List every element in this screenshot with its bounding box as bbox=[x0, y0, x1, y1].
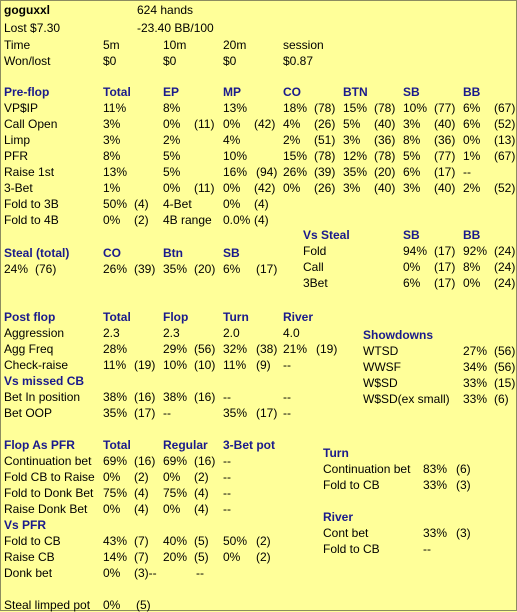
stat-count: (10) bbox=[194, 358, 216, 372]
stat-count: (2) bbox=[256, 550, 271, 564]
stat-value: 83% bbox=[423, 462, 448, 476]
stat-value: 5% bbox=[163, 149, 181, 163]
stat-count: (4) bbox=[254, 213, 269, 227]
stat-value: 6% bbox=[403, 276, 421, 290]
stat-value: 33% bbox=[463, 376, 488, 390]
stat-value: 26% bbox=[103, 262, 128, 276]
stat-value: 14% bbox=[103, 550, 128, 564]
stat-value: 43% bbox=[103, 534, 128, 548]
stat-value: -- bbox=[463, 165, 471, 179]
stat-value: 0% bbox=[163, 470, 181, 484]
stat-label: Continuation bet bbox=[323, 462, 411, 476]
stat-count: (2) bbox=[194, 470, 209, 484]
stat-value: 6% bbox=[463, 101, 481, 115]
stat-count: (5) bbox=[194, 550, 209, 564]
stat-count: (7) bbox=[134, 550, 149, 564]
stat-label: Cont bet bbox=[323, 526, 369, 540]
flopaspfr-col-total: Total bbox=[103, 438, 131, 452]
stat-value: -- bbox=[283, 358, 291, 372]
steal-col-btn: Btn bbox=[163, 246, 183, 260]
stat-value: 3% bbox=[103, 133, 121, 147]
stat-value: 0.0% bbox=[223, 213, 251, 227]
stat-count: (17) bbox=[434, 244, 456, 258]
stat-count: (15) bbox=[494, 376, 516, 390]
stat-value: 33% bbox=[463, 392, 488, 406]
stat-value: 0% bbox=[283, 181, 301, 195]
stat-label: Call bbox=[303, 260, 324, 274]
stat-value: 33% bbox=[423, 526, 448, 540]
stat-label: WWSF bbox=[363, 360, 401, 374]
stat-count: (77) bbox=[434, 149, 456, 163]
stat-value: 3% bbox=[343, 133, 361, 147]
stat-count: (38) bbox=[256, 342, 278, 356]
stat-value: 11% bbox=[103, 101, 127, 115]
stat-value: 4.0 bbox=[283, 326, 300, 340]
stat-value: 0% bbox=[163, 502, 181, 516]
stat-count: (3) bbox=[456, 478, 471, 492]
stat-value: 11% bbox=[223, 358, 247, 372]
stat-count: (19) bbox=[134, 358, 156, 372]
stat-value: 15% bbox=[283, 149, 308, 163]
stat-count: (3) bbox=[456, 526, 471, 540]
stat-label: Steal limped pot bbox=[4, 598, 91, 612]
stat-value: 35% bbox=[103, 406, 128, 420]
stat-value: 5% bbox=[163, 165, 181, 179]
stat-value: 10% bbox=[163, 358, 188, 372]
stat-count: (6) bbox=[494, 392, 509, 406]
stat-value: 8% bbox=[163, 101, 181, 115]
stat-count: (17) bbox=[434, 260, 456, 274]
stat-count: (3)-- bbox=[134, 566, 157, 580]
stat-label: 3Bet bbox=[303, 276, 328, 290]
flopaspfr-col-3bet: 3-Bet pot bbox=[223, 438, 275, 452]
stat-count: (94) bbox=[256, 165, 278, 179]
stat-label: PFR bbox=[4, 149, 28, 163]
stat-count: (20) bbox=[194, 262, 216, 276]
stat-value: -- bbox=[223, 390, 231, 404]
stat-value: 2% bbox=[463, 181, 481, 195]
stat-value: 18% bbox=[283, 101, 308, 115]
vssteal-title: Vs Steal bbox=[303, 228, 350, 242]
stat-value: 0% bbox=[163, 181, 181, 195]
stat-count: (67) bbox=[494, 149, 516, 163]
showdowns-title: Showdowns bbox=[363, 328, 433, 342]
stat-value: 0% bbox=[403, 260, 421, 274]
stat-value: -- bbox=[223, 470, 231, 484]
stat-label: Fold to 4B bbox=[4, 213, 59, 227]
stat-value: 0% bbox=[163, 117, 181, 131]
postflop-col-turn: Turn bbox=[223, 310, 249, 324]
stat-count: (4) bbox=[194, 486, 209, 500]
stat-value: 0% bbox=[103, 502, 121, 516]
stat-value: 3% bbox=[403, 117, 421, 131]
stat-value: 33% bbox=[423, 478, 448, 492]
stat-label: Fold to CB bbox=[323, 542, 380, 556]
stat-value: 21% bbox=[283, 342, 308, 356]
stat-value: 0% bbox=[223, 197, 241, 211]
stat-value: 3% bbox=[403, 181, 421, 195]
stat-value: 13% bbox=[103, 165, 128, 179]
stat-label: WTSD bbox=[363, 344, 399, 358]
stat-count: (4) bbox=[134, 502, 149, 516]
player-name: goguxxl bbox=[4, 3, 51, 17]
stat-label: Limp bbox=[4, 133, 31, 147]
vssteal-col-sb: SB bbox=[403, 228, 420, 242]
stat-value: 8% bbox=[463, 260, 481, 274]
stat-value: 69% bbox=[103, 454, 128, 468]
wonlost-label: Won/lost bbox=[4, 54, 51, 68]
stat-value: 35% bbox=[163, 262, 188, 276]
stat-value: 4% bbox=[223, 133, 241, 147]
stat-count: (11) bbox=[194, 117, 215, 131]
stat-value: -- bbox=[223, 454, 231, 468]
stat-count: (7) bbox=[134, 534, 149, 548]
stat-value: 6% bbox=[463, 117, 481, 131]
stat-count: (4) bbox=[194, 502, 209, 516]
stat-count: (52) bbox=[494, 117, 516, 131]
stat-value: 34% bbox=[463, 360, 488, 374]
stat-value: 0% bbox=[463, 133, 481, 147]
stat-value: -- bbox=[196, 566, 204, 580]
stat-count: (9) bbox=[256, 358, 271, 372]
stat-count: (78) bbox=[314, 101, 336, 115]
stat-count: (17) bbox=[434, 276, 456, 290]
stat-count: (17) bbox=[134, 406, 156, 420]
stat-value: 8% bbox=[403, 133, 421, 147]
stat-label: Fold to 3B bbox=[4, 197, 59, 211]
stat-value: 27% bbox=[463, 344, 488, 358]
stat-count: (2) bbox=[134, 470, 149, 484]
stat-value: 32% bbox=[223, 342, 248, 356]
stat-count: (19) bbox=[316, 342, 338, 356]
stat-count: (67) bbox=[494, 101, 516, 115]
preflop-col-mp: MP bbox=[223, 85, 241, 99]
stat-value: 0% bbox=[223, 550, 241, 564]
stat-count: (76) bbox=[35, 262, 57, 276]
stat-count: (16) bbox=[194, 454, 216, 468]
stat-label: Fold to CB bbox=[323, 478, 380, 492]
stat-count: (17) bbox=[256, 262, 278, 276]
stat-label: 3-Bet bbox=[4, 181, 33, 195]
stat-label: Fold to Donk Bet bbox=[4, 486, 94, 500]
stat-value: 10% bbox=[223, 149, 248, 163]
flopaspfr-col-regular: Regular bbox=[163, 438, 208, 452]
stat-count: (24) bbox=[494, 244, 516, 258]
steal-col-co: CO bbox=[103, 246, 121, 260]
stat-value: 13% bbox=[223, 101, 248, 115]
stat-value: 0% bbox=[103, 213, 121, 227]
stat-value: 0% bbox=[103, 566, 121, 580]
stat-count: (2) bbox=[134, 213, 149, 227]
stat-value: 40% bbox=[163, 534, 188, 548]
stat-count: (42) bbox=[254, 117, 276, 131]
wonlost-5m: $0 bbox=[103, 54, 117, 68]
stat-count: (78) bbox=[374, 101, 396, 115]
stat-value: 75% bbox=[163, 486, 188, 500]
flopaspfr-title: Flop As PFR bbox=[4, 438, 75, 452]
stat-value: 0% bbox=[103, 470, 121, 484]
stat-label: Fold CB to Raise bbox=[4, 470, 95, 484]
stat-count: (16) bbox=[134, 390, 156, 404]
stat-value: 12% bbox=[343, 149, 368, 163]
stat-value: 92% bbox=[463, 244, 488, 258]
col-20m: 20m bbox=[223, 38, 247, 52]
hands-count: 624 hands bbox=[137, 3, 194, 17]
preflop-col-bb: BB bbox=[463, 85, 481, 99]
stat-value: 35% bbox=[343, 165, 368, 179]
stat-count: (78) bbox=[314, 149, 336, 163]
river-title: River bbox=[323, 510, 354, 524]
stat-value: 4% bbox=[283, 117, 301, 131]
stat-label: Bet OOP bbox=[4, 406, 53, 420]
stat-value: 2.0 bbox=[223, 326, 240, 340]
stat-count: (56) bbox=[494, 360, 516, 374]
stat-value: 5% bbox=[403, 149, 421, 163]
stat-value: 2% bbox=[163, 133, 181, 147]
preflop-col-ep: EP bbox=[163, 85, 180, 99]
stat-value: 3% bbox=[103, 117, 121, 131]
stat-count: (16) bbox=[134, 454, 156, 468]
stat-count: (17) bbox=[256, 406, 278, 420]
stat-value: 24% bbox=[4, 262, 29, 276]
stat-label: Check-raise bbox=[4, 358, 69, 372]
stat-label: Agg Freq bbox=[4, 342, 54, 356]
time-label: Time bbox=[4, 38, 31, 52]
stat-count: (4) bbox=[134, 486, 149, 500]
stat-count: (40) bbox=[374, 181, 396, 195]
wonlost-20m: $0 bbox=[223, 54, 237, 68]
wonlost-session: $0.87 bbox=[283, 54, 314, 68]
stat-value: -- bbox=[283, 390, 291, 404]
stat-count: (56) bbox=[494, 344, 516, 358]
stat-label: 4-Bet bbox=[163, 197, 192, 211]
stat-value: 69% bbox=[163, 454, 188, 468]
stat-count: (16) bbox=[194, 390, 216, 404]
stat-count: (39) bbox=[314, 165, 336, 179]
stat-count: (40) bbox=[434, 117, 456, 131]
lost-amount: Lost $7.30 bbox=[4, 21, 61, 35]
stat-count: (5) bbox=[136, 598, 151, 612]
preflop-title: Pre-flop bbox=[4, 85, 50, 99]
preflop-col-sb: SB bbox=[403, 85, 420, 99]
wonlost-10m: $0 bbox=[163, 54, 177, 68]
stat-count: (51) bbox=[314, 133, 336, 147]
stat-count: (42) bbox=[254, 181, 276, 195]
col-5m: 5m bbox=[103, 38, 120, 52]
stat-value: 2.3 bbox=[163, 326, 180, 340]
stat-label: Raise CB bbox=[4, 550, 55, 564]
stat-value: -- bbox=[283, 406, 291, 420]
stat-label: Fold bbox=[303, 244, 327, 258]
stat-count: (36) bbox=[374, 133, 396, 147]
stat-value: -- bbox=[223, 486, 231, 500]
stat-label: Fold to CB bbox=[4, 534, 61, 548]
preflop-col-btn: BTN bbox=[343, 85, 368, 99]
stat-value: -- bbox=[223, 502, 231, 516]
stat-label: W$SD(ex small) bbox=[363, 392, 450, 406]
col-session: session bbox=[283, 38, 324, 52]
stat-count: (39) bbox=[134, 262, 156, 276]
stat-count: (4) bbox=[254, 197, 269, 211]
stat-count: (5) bbox=[194, 534, 209, 548]
stat-value: 3% bbox=[343, 181, 361, 195]
stat-count: (78) bbox=[374, 149, 396, 163]
stat-label: Donk bet bbox=[4, 566, 53, 580]
stat-value: 26% bbox=[283, 165, 308, 179]
stat-count: (4) bbox=[134, 197, 149, 211]
stat-value: -- bbox=[163, 406, 171, 420]
preflop-col-co: CO bbox=[283, 85, 301, 99]
stat-value: 0% bbox=[103, 598, 121, 612]
stat-count: (40) bbox=[434, 181, 456, 195]
stat-value: 38% bbox=[163, 390, 188, 404]
stat-count: (26) bbox=[314, 117, 336, 131]
stat-count: (13) bbox=[494, 133, 516, 147]
stat-label: W$SD bbox=[363, 376, 398, 390]
stat-count: (36) bbox=[434, 133, 456, 147]
stat-value: 0% bbox=[223, 181, 241, 195]
stat-value: 29% bbox=[163, 342, 188, 356]
stat-value: 1% bbox=[463, 149, 481, 163]
stat-value: 94% bbox=[403, 244, 428, 258]
postflop-col-flop: Flop bbox=[163, 310, 189, 324]
vssteal-col-bb: BB bbox=[463, 228, 481, 242]
vspfr-title: Vs PFR bbox=[4, 518, 47, 532]
stat-count: (24) bbox=[494, 260, 516, 274]
stat-value: 11% bbox=[103, 358, 127, 372]
turn-title: Turn bbox=[323, 446, 349, 460]
stat-value: 28% bbox=[103, 342, 128, 356]
stat-label: VP$IP bbox=[4, 101, 39, 115]
stat-value: 15% bbox=[343, 101, 368, 115]
steal-title: Steal (total) bbox=[4, 246, 70, 260]
stat-count: (40) bbox=[374, 117, 396, 131]
stat-count: (11) bbox=[194, 181, 215, 195]
stat-value: -- bbox=[423, 542, 431, 556]
stat-label: Call Open bbox=[4, 117, 58, 131]
stat-value: 20% bbox=[163, 550, 188, 564]
stat-count: (26) bbox=[314, 181, 336, 195]
steal-col-sb: SB bbox=[223, 246, 240, 260]
stat-value: 50% bbox=[103, 197, 128, 211]
stat-value: 75% bbox=[103, 486, 128, 500]
stat-value: 1% bbox=[103, 181, 121, 195]
stat-count: (20) bbox=[374, 165, 396, 179]
col-10m: 10m bbox=[163, 38, 187, 52]
stat-value: 10% bbox=[403, 101, 428, 115]
stat-count: (17) bbox=[434, 165, 456, 179]
stat-label: Raise Donk Bet bbox=[4, 502, 88, 516]
postflop-title: Post flop bbox=[4, 310, 56, 324]
stat-count: (6) bbox=[456, 462, 471, 476]
stat-count: (56) bbox=[194, 342, 216, 356]
stat-label: Raise 1st bbox=[4, 165, 55, 179]
stat-value: 38% bbox=[103, 390, 128, 404]
stat-value: 0% bbox=[463, 276, 481, 290]
stat-value: 50% bbox=[223, 534, 248, 548]
stat-count: (24) bbox=[494, 276, 516, 290]
stat-label: Continuation bet bbox=[4, 454, 92, 468]
stat-value: 5% bbox=[343, 117, 361, 131]
preflop-col-total: Total bbox=[103, 85, 131, 99]
bb-per-100: -23.40 BB/100 bbox=[137, 21, 214, 35]
stat-count: (52) bbox=[494, 181, 516, 195]
stat-label: Aggression bbox=[4, 326, 65, 340]
postflop-col-river: River bbox=[283, 310, 314, 324]
stat-count: (2) bbox=[256, 534, 271, 548]
stat-value: 35% bbox=[223, 406, 248, 420]
stat-count: (77) bbox=[434, 101, 456, 115]
stat-value: 0% bbox=[223, 117, 241, 131]
missedcb-title: Vs missed CB bbox=[4, 374, 85, 388]
stat-value: 16% bbox=[223, 165, 248, 179]
stat-value: 6% bbox=[403, 165, 421, 179]
stat-label: Bet In position bbox=[4, 390, 81, 404]
stat-value: 2% bbox=[283, 133, 301, 147]
stat-label: 4B range bbox=[163, 213, 212, 227]
stat-value: 6% bbox=[223, 262, 241, 276]
stat-value: 8% bbox=[103, 149, 121, 163]
stat-value: 2.3 bbox=[103, 326, 120, 340]
postflop-col-total: Total bbox=[103, 310, 131, 324]
